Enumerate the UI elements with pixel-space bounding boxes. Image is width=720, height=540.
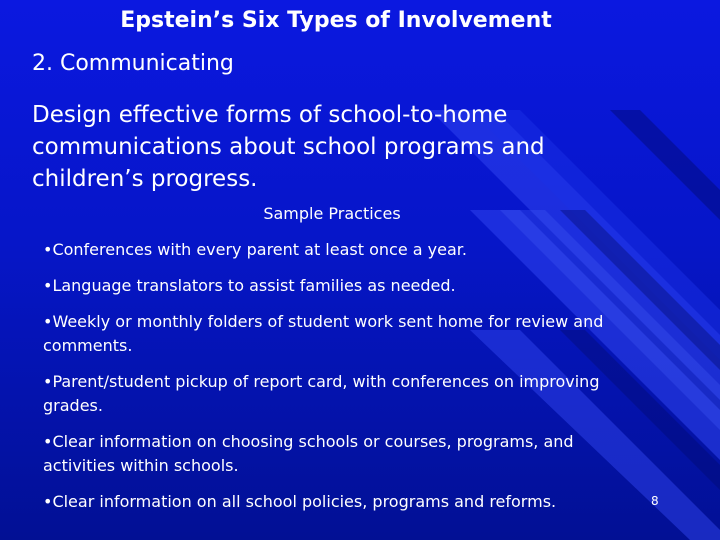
practice-item: • Language translators to assist families as needed. — [43, 274, 643, 298]
practice-item: • Clear information on choosing schools or courses, programs, and activities within schools. — [43, 430, 643, 478]
page-number: 8 — [651, 494, 659, 508]
slide-title: Epstein’s Six Types of Involvement — [120, 8, 552, 33]
slide-subtitle: 2. Communicating — [32, 51, 234, 76]
practice-item: • Conferences with every parent at least once a year. — [43, 238, 643, 262]
intro-text: Design effective forms of school-to-home communications about school programs and children’s progress. — [32, 102, 545, 192]
practices-list — [43, 238, 643, 526]
practice-item: • Weekly or monthly folders of student work sent home for review and comments. — [43, 310, 643, 358]
practices-heading: Sample Practices — [263, 204, 401, 223]
practice-item: • Clear information on all school policies, programs and reforms. — [43, 490, 643, 514]
practice-item: • Parent/student pickup of report card, with conferences on improving grades. — [43, 370, 643, 418]
